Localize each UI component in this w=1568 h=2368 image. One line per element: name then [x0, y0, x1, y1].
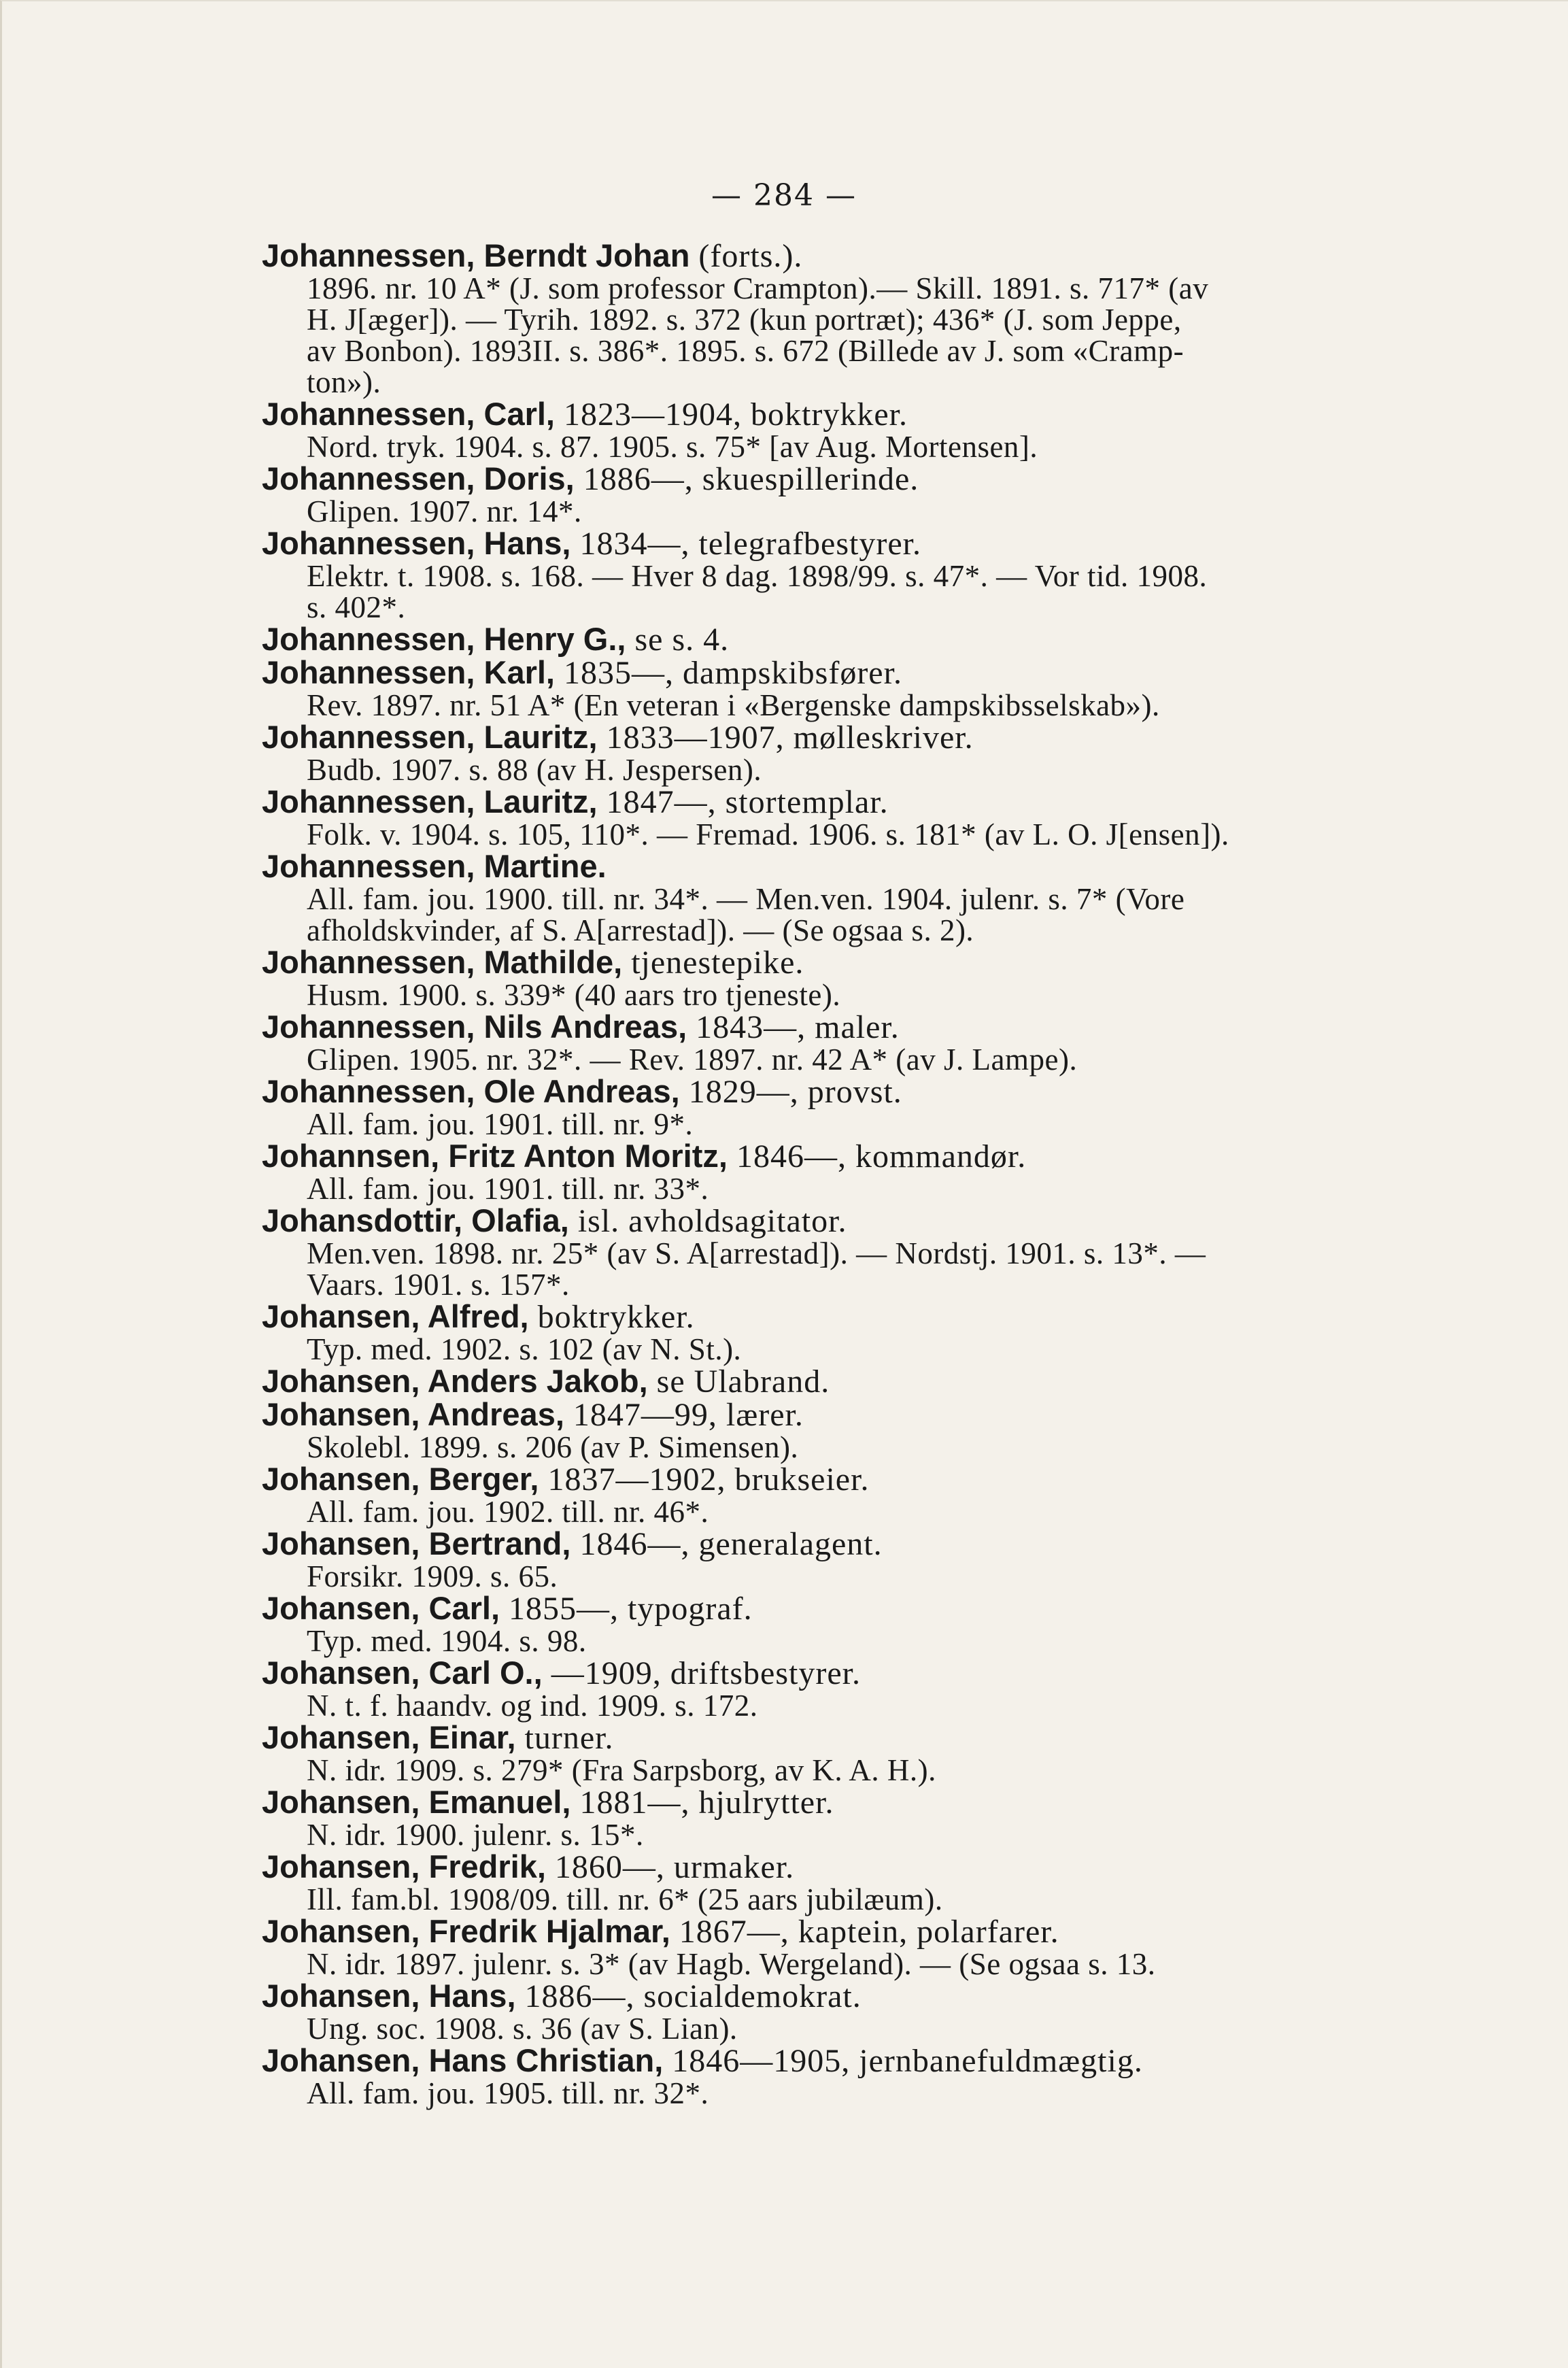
- entry-description: 1833—1907, mølleskriver.: [597, 720, 974, 756]
- entry-reference-line: Ill. fam.bl. 1908/09. till. nr. 6* (25 aars jubilæum).: [307, 1882, 943, 1916]
- entry-name: Johansen, Carl O.,: [262, 1655, 543, 1691]
- entry-reference-line: Husm. 1900. s. 339* (40 aars tro tjeneste).: [307, 978, 841, 1012]
- entry-reference-line: All. fam. jou. 1901. till. nr. 33*.: [307, 1172, 709, 1206]
- entry-heading: [262, 623, 1459, 656]
- entry-reference-line: Ung. soc. 1908. s. 36 (av S. Lian).: [307, 2012, 738, 2046]
- entry-description: 1843—, maler.: [687, 1009, 900, 1045]
- entry-name: Johannessen, Nils Andreas,: [262, 1009, 687, 1045]
- entry-reference-line: Skolebl. 1899. s. 206 (av P. Simensen).: [307, 1430, 799, 1464]
- index-entry: [262, 1592, 1459, 1657]
- entry-reference-line: N. idr. 1897. julenr. s. 3* (av Hagb. Wergeland). — (Se ogsaa s. 13.: [307, 1947, 1156, 1981]
- page-number: — 284 —: [711, 178, 857, 213]
- entry-name: Johansen, Hans Christian,: [262, 2042, 664, 2078]
- entry-description: 1834—, telegrafbestyrer.: [570, 526, 921, 562]
- entry-name: Johannessen, Hans,: [262, 525, 571, 561]
- entry-reference-line: Folk. v. 1904. s. 105, 110*. — Fremad. 1906. s. 181* (av L. O. J[ensen]).: [307, 817, 1229, 851]
- entry-heading: [262, 656, 1459, 690]
- index-entry: [262, 1850, 1459, 1915]
- entry-description: 1846—1905, jernbanefuldmægtig.: [663, 2043, 1143, 2079]
- entry-description: 1855—, typograf.: [500, 1591, 753, 1627]
- entry-name: Johansen, Bertrand,: [262, 1525, 571, 1561]
- entry-heading: [262, 1011, 1459, 1044]
- index-entry: [262, 656, 1459, 721]
- index-entry: [262, 462, 1459, 527]
- entry-description: se s. 4.: [626, 622, 730, 658]
- entry-reference-line: Rev. 1897. nr. 51 A* (En veteran i «Bergenske dampskibsselskab»).: [307, 688, 1160, 722]
- index-entry: [262, 1204, 1459, 1300]
- entry-description: 1823—1904, boktrykker.: [555, 396, 908, 433]
- entry-name: Johannessen, Lauritz,: [262, 719, 598, 755]
- entry-name: Johannessen, Doris,: [262, 460, 575, 496]
- entry-heading: [262, 1365, 1459, 1398]
- entry-name: Johansen, Berger,: [262, 1461, 539, 1497]
- entry-heading: [262, 1463, 1459, 1496]
- entry-description: 1837—1902, brukseier.: [539, 1461, 870, 1498]
- entry-description: 1847—99, lærer.: [564, 1397, 804, 1433]
- index-entry: [262, 1365, 1459, 1398]
- entry-reference-line: H. J[æger]). — Tyrih. 1892. s. 372 (kun portræt); 436* (J. som Jeppe,: [307, 303, 1182, 337]
- entry-heading: [262, 1075, 1459, 1109]
- entry-heading: [262, 850, 1459, 883]
- entry-name: Johansdottir, Olafia,: [262, 1202, 569, 1238]
- entry-reference-line: All. fam. jou. 1901. till. nr. 9*.: [307, 1107, 694, 1141]
- index-entry: [262, 1075, 1459, 1140]
- entry-reference-line: s. 402*.: [307, 590, 406, 624]
- entry-heading: [262, 785, 1459, 819]
- index-entry: [262, 1463, 1459, 1527]
- entry-heading: [262, 1300, 1459, 1334]
- entry-heading: [262, 1915, 1459, 1948]
- entry-reference-line: afholdskvinder, af S. A[arrestad]). — (Se ogsaa s. 2).: [307, 913, 974, 947]
- entry-reference-line: Men.ven. 1898. nr. 25* (av S. A[arrestad]). — Nordstj. 1901. s. 13*. —: [307, 1236, 1206, 1270]
- index-entry: [262, 398, 1459, 462]
- entry-reference-line: All. fam. jou. 1900. till. nr. 34*. — Men.ven. 1904. julenr. s. 7* (Vore: [307, 882, 1185, 916]
- entry-heading: [262, 1657, 1459, 1690]
- entry-description: tjenestepike.: [622, 945, 804, 981]
- entry-description: boktrykker.: [528, 1299, 695, 1335]
- entry-description: 1886—, skuespillerinde.: [574, 461, 919, 497]
- entry-reference-line: Glipen. 1907. nr. 14*.: [307, 494, 582, 528]
- entry-name: Johansen, Fredrik,: [262, 1848, 546, 1884]
- entry-name: Johansen, Emanuel,: [262, 1784, 571, 1820]
- entry-description: turner.: [515, 1720, 614, 1756]
- entry-name: Johansen, Anders Jakob,: [262, 1363, 648, 1399]
- entry-reference-line: Vaars. 1901. s. 157*.: [307, 1268, 570, 1302]
- index-entry: [262, 623, 1459, 656]
- index-entry: [262, 785, 1459, 850]
- entry-heading: [262, 398, 1459, 431]
- entry-heading: [262, 946, 1459, 979]
- index-entry: [262, 850, 1459, 946]
- entry-heading: [262, 462, 1459, 496]
- entry-name: Johannsen, Fritz Anton Moritz,: [262, 1138, 728, 1174]
- index-entry: [262, 1786, 1459, 1850]
- entry-heading: [262, 1786, 1459, 1819]
- entry-name: Johannessen, Martine.: [262, 848, 607, 884]
- entry-description: 1847—, stortemplar.: [597, 784, 889, 820]
- entry-reference-line: Typ. med. 1904. s. 98.: [307, 1624, 587, 1658]
- entry-description: 1867—, kaptein, polarfarer.: [670, 1914, 1059, 1950]
- entry-description: 1835—, dampskibsfører.: [555, 655, 902, 691]
- entry-name: Johannessen, Lauritz,: [262, 783, 598, 819]
- entry-description: —1909, driftsbestyrer.: [542, 1655, 861, 1691]
- entry-description: 1886—, socialdemokrat.: [515, 1978, 862, 2014]
- index-entry: [262, 1721, 1459, 1786]
- entry-name: Johansen, Fredrik Hjalmar,: [262, 1913, 670, 1949]
- entry-name: Johannessen, Mathilde,: [262, 944, 623, 980]
- entry-reference-line: 1896. nr. 10 A* (J. som professor Crampton).— Skill. 1891. s. 717* (av: [307, 271, 1209, 305]
- entry-heading: [262, 1140, 1459, 1173]
- entry-heading: [262, 1204, 1459, 1238]
- index-entries: [262, 239, 1459, 2109]
- entry-reference-line: Nord. tryk. 1904. s. 87. 1905. s. 75* [av Aug. Mortensen].: [307, 430, 1038, 464]
- entry-name: Johansen, Hans,: [262, 1978, 516, 2014]
- entry-reference-line: All. fam. jou. 1905. till. nr. 32*.: [307, 2076, 709, 2110]
- entry-heading: [262, 1398, 1459, 1432]
- entry-description: isl. avholdsagitator.: [568, 1203, 847, 1239]
- entry-reference-line: av Bonbon). 1893II. s. 386*. 1895. s. 672 (Billede av J. som «Cramp-: [307, 334, 1184, 368]
- entry-reference-line: Budb. 1907. s. 88 (av H. Jespersen).: [307, 753, 762, 787]
- entry-description: 1881—, hjulrytter.: [570, 1785, 834, 1821]
- index-entry: [262, 1300, 1459, 1365]
- index-entry: [262, 1398, 1459, 1463]
- entry-reference-line: Forsikr. 1909. s. 65.: [307, 1559, 558, 1593]
- entry-name: Johannessen, Karl,: [262, 654, 555, 690]
- entry-reference-line: Glipen. 1905. nr. 32*. — Rev. 1897. nr. 42 A* (av J. Lampe).: [307, 1043, 1078, 1077]
- entry-heading: [262, 1592, 1459, 1625]
- entry-heading: [262, 1850, 1459, 1884]
- entry-name: Johannessen, Berndt Johan: [262, 237, 690, 273]
- entry-heading: [262, 1527, 1459, 1561]
- entry-description: 1846—, kommandør.: [727, 1138, 1027, 1174]
- entry-name: Johannessen, Ole Andreas,: [262, 1073, 680, 1109]
- entry-heading: [262, 721, 1459, 754]
- entry-reference-line: Elektr. t. 1908. s. 168. — Hver 8 dag. 1898/99. s. 47*. — Vor tid. 1908.: [307, 559, 1208, 593]
- entry-name: Johannessen, Henry G.,: [262, 621, 626, 657]
- entry-reference-line: N. idr. 1900. julenr. s. 15*.: [307, 1818, 644, 1852]
- entry-reference-line: ton»).: [307, 365, 381, 399]
- entry-name: Johannessen, Carl,: [262, 396, 555, 432]
- entry-description: 1846—, generalagent.: [570, 1526, 883, 1562]
- entry-name: Johansen, Carl,: [262, 1590, 500, 1626]
- index-entry: [262, 527, 1459, 623]
- index-entry: [262, 1527, 1459, 1592]
- entry-description: (forts.).: [689, 238, 803, 274]
- index-entry: [262, 1140, 1459, 1204]
- entry-heading: [262, 2044, 1459, 2078]
- index-entry: [262, 721, 1459, 785]
- entry-reference-line: All. fam. jou. 1902. till. nr. 46*.: [307, 1495, 709, 1529]
- entry-name: Johansen, Alfred,: [262, 1298, 529, 1334]
- index-entry: [262, 1011, 1459, 1075]
- entry-heading: [262, 527, 1459, 560]
- entry-description: 1829—, provst.: [679, 1074, 902, 1110]
- entry-heading: [262, 1980, 1459, 2013]
- entry-name: Johansen, Einar,: [262, 1719, 516, 1755]
- entry-description: se Ulabrand.: [647, 1364, 830, 1400]
- entry-reference-line: N. idr. 1909. s. 279* (Fra Sarpsborg, av K. A. H.).: [307, 1753, 936, 1787]
- entry-reference-line: Typ. med. 1902. s. 102 (av N. St.).: [307, 1332, 742, 1366]
- entry-reference-line: N. t. f. haandv. og ind. 1909. s. 172.: [307, 1689, 758, 1723]
- index-entry: [262, 239, 1459, 398]
- index-entry: [262, 946, 1459, 1011]
- entry-heading: [262, 239, 1459, 273]
- index-entry: [262, 1657, 1459, 1721]
- index-entry: [262, 1915, 1459, 1980]
- entry-name: Johansen, Andreas,: [262, 1396, 564, 1432]
- index-entry: [262, 2044, 1459, 2109]
- index-entry: [262, 1980, 1459, 2044]
- entry-heading: [262, 1721, 1459, 1755]
- entry-description: 1860—, urmaker.: [545, 1849, 795, 1885]
